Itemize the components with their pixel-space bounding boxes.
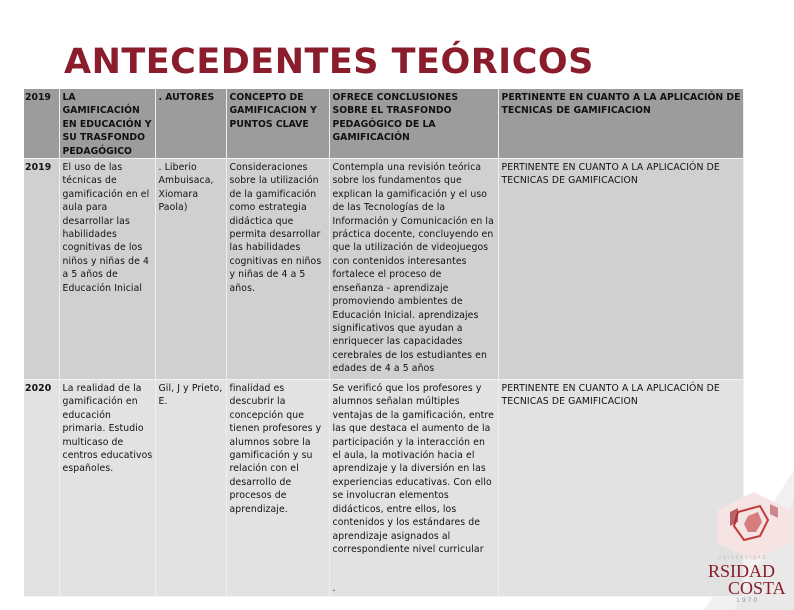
conclusions-cell: Contempla una revisión teórica sobre los fundamentos que explican la gamificación y el uso de las Tecnologías de la Información y Comunicación en la práctica docente, concluyendo en que la utilización de videojuegos con contenidos interesantes fortalece el proceso de enseñanza - aprendizaje promoviendo ambientes de Educación Inicial. aprendizajes significativos que ayudan a enriquecer las capacidades cerebrales de los estudiantes en edades de 4 a 5 años (329, 159, 498, 380)
title-cell: La realidad de la gamificación en educación primaria. Estudio multicaso de centros educativos españoles. (59, 380, 155, 597)
antecedents-table (24, 89, 743, 595)
logo-name-line1: RSIDAD (708, 561, 776, 581)
authors-cell: . AUTORES (155, 89, 226, 159)
authors-cell: Gil, J y Prieto, E. (155, 380, 226, 597)
concept-cell: finalidad es descubrir la concepción que tienen profesores y alumnos sobre la gamificación y su relación con el desarrollo de procesos de aprendizaje. (226, 380, 329, 597)
pertinence-cell: PERTINENTE EN CUANTO A LA APLICACIÓN DE TECNICAS DE GAMIFICACION (498, 380, 743, 597)
logo-small-text: UNIVERSIDAD (718, 555, 768, 560)
conclusions-cell: OFRECE CONCLUSIONES SOBRE EL TRASFONDO PEDAGÓGICO DE LA GAMIFICACIÓN (329, 89, 498, 159)
title-cell: El uso de las técnicas de gamificación en el aula para desarrollar las habilidades cognitivas de los niños y niñas de 4 a 5 años de Educación Inicial (59, 159, 155, 380)
conclusions-text: Se verificó que los profesores y alumnos señalan múltiples ventajas de la gamificación, entre las que destaca el aumento de la participación y la interacción en el aula, la motivación hacia el aprendizaje y la diversión en las experiencias educativas. Con ello se involucran elementos didácticos, entre ellos, los contenidos y los estándares de aprendizaje asignados al correspondiente nivel curricular (332, 383, 494, 555)
logo-year: 1970 (736, 597, 760, 602)
logo-name-line2: COSTA (728, 578, 786, 598)
year-cell: 2020 (24, 380, 59, 597)
conclusions-cell (329, 380, 498, 597)
concept-cell: Consideraciones sobre la utilización de la gamificación como estrategia didáctica que permita desarrollar las habilidades cognitivas en niños y niñas de 4 a 5 años. (226, 159, 329, 380)
concept-cell: CONCEPTO DE GAMIFICACION Y PUNTOS CLAVE (226, 89, 329, 159)
footer-mark: . (332, 583, 336, 595)
year-cell: 2019 (24, 89, 59, 159)
pertinence-cell: PERTINENTE EN CUANTO A LA APLICACIÓN DE TECNICAS DE GAMIFICACION (498, 159, 743, 380)
university-logo (708, 482, 794, 602)
title-cell: LA GAMIFICACIÓN EN EDUCACIÓN Y SU TRASFONDO PEDAGÓGICO (59, 89, 155, 159)
authors-cell: . Liberio Ambuisaca, Xiomara Paola) (155, 159, 226, 380)
year-cell: 2019 (24, 159, 59, 380)
table-row-header (24, 89, 743, 159)
table-row (24, 159, 743, 380)
university-crest-icon (708, 482, 794, 602)
slide-title: ANTECEDENTES TEÓRICOS (64, 42, 594, 82)
table-row (24, 380, 743, 597)
pertinence-cell: PERTINENTE EN CUANTO A LA APLICACIÓN DE TECNICAS DE GAMIFICACION (498, 89, 743, 159)
